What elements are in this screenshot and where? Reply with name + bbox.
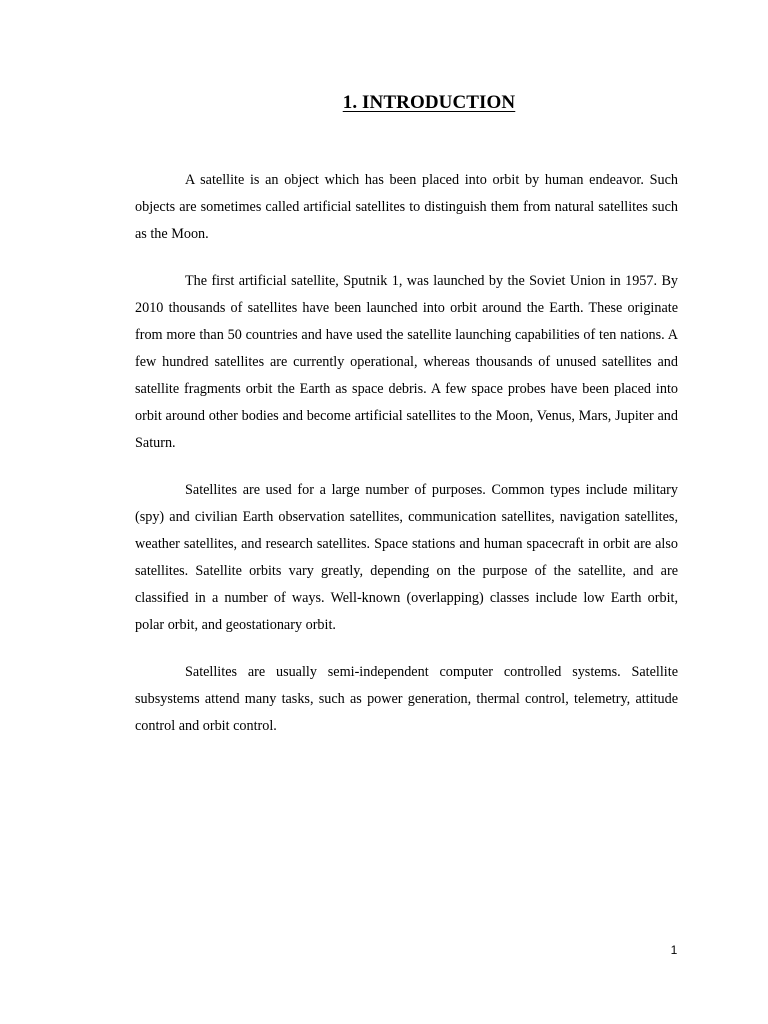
- section-heading: 1. INTRODUCTION: [342, 92, 516, 113]
- paragraph-2: The first artificial satellite, Sputnik 1, was launched by the Soviet Union in 1957. By 2010 thousands of satellites have been launched into orbit around the Earth. These originate from more than 50 countries and have used the satellite launching capabilities of ten nations. A few hundred satellites are currently operational, whereas thousands of unused satellites and satellite fragments orbit the Earth as space debris. A few space probes have been placed into orbit around other bodies and become artificial satellites to the Moon, Venus, Mars, Jupiter and Saturn.: [135, 273, 678, 451]
- paragraph-4: Satellites are usually semi-independent computer controlled systems. Satellite subsystems attend many tasks, such as power generation, thermal control, telemetry, attitude control and orbit control.: [135, 664, 678, 734]
- page-number: 1: [670, 943, 678, 957]
- paragraph-3: Satellites are used for a large number of purposes. Common types include military (spy) and civilian Earth observation satellites, communication satellites, navigation satellites, weather satellites, and research satellites. Space stations and human spacecraft in orbit are also satellites. Satellite orbits vary greatly, depending on the purpose of the satellite, and are classified in a number of ways. Well-known (overlapping) classes include low Earth orbit, polar orbit, and geostationary orbit.: [135, 482, 678, 633]
- body-text: [135, 167, 678, 760]
- paragraph-1: A satellite is an object which has been placed into orbit by human endeavor. Such objects are sometimes called artificial satellites to distinguish them from natural satellites such as the Moon.: [135, 172, 678, 242]
